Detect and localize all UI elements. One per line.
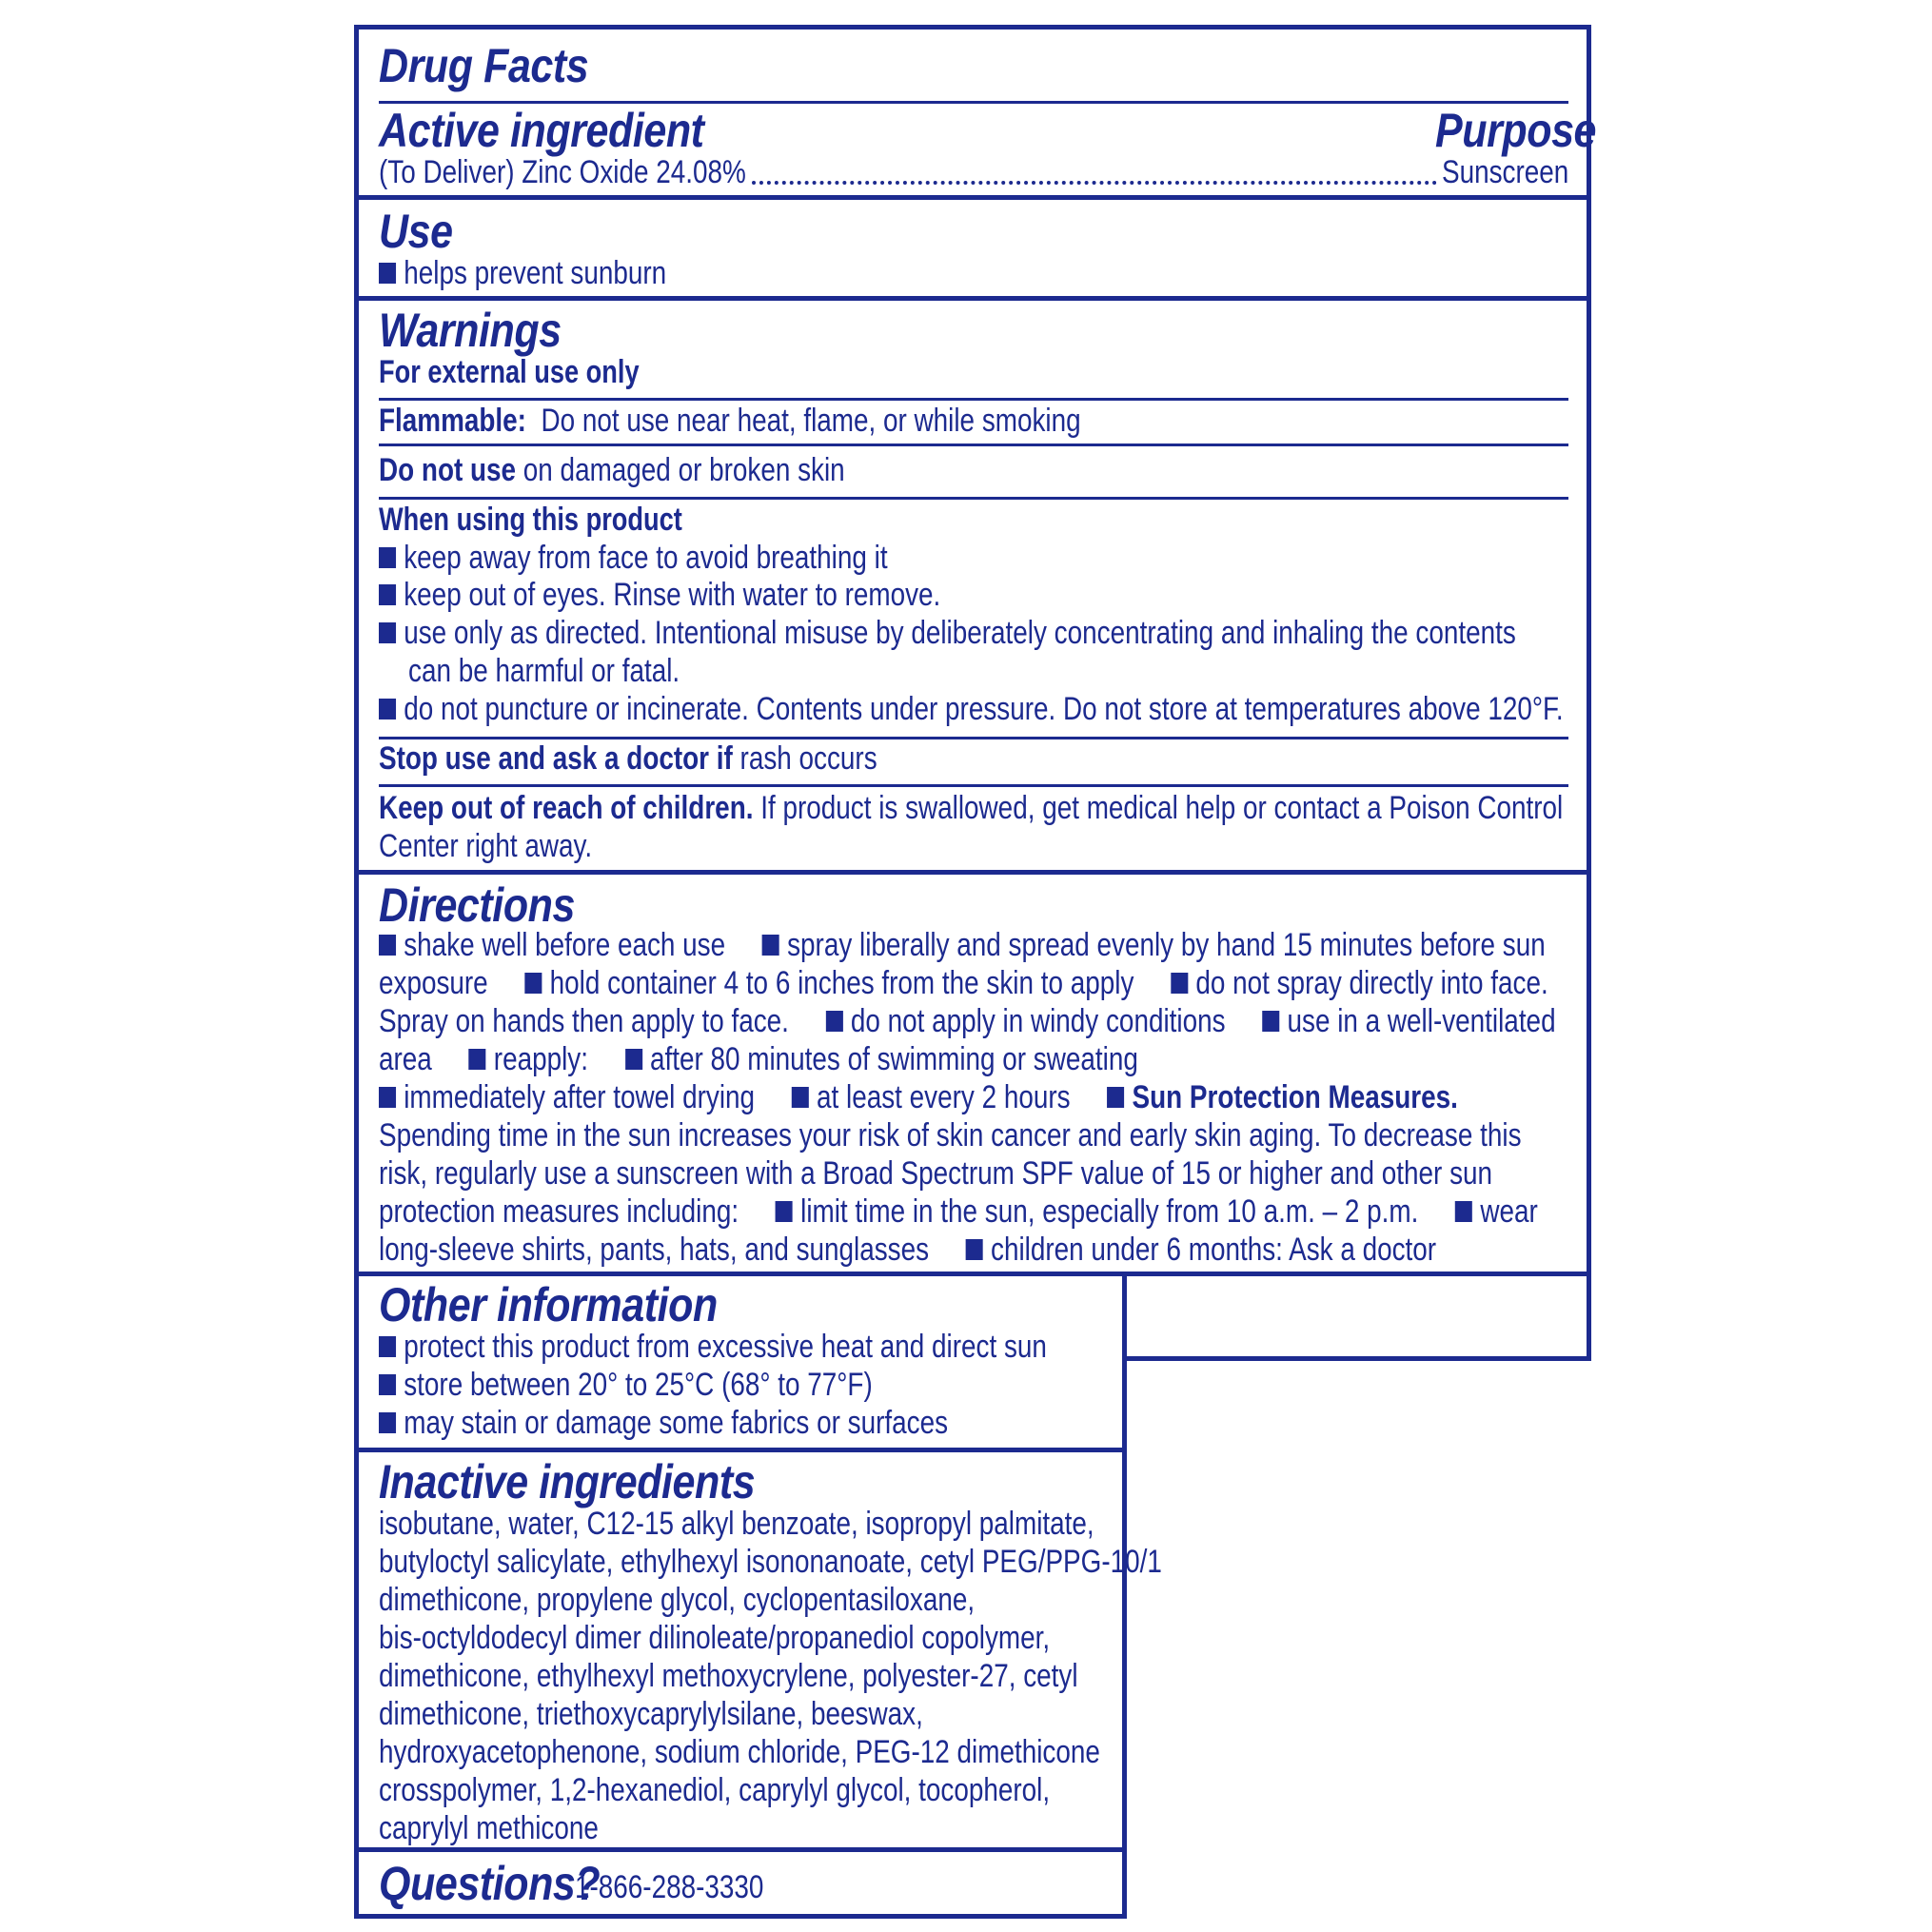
bullet-square (792, 1087, 809, 1108)
other-item: store between 20° to 25°C (68° to 77°F) (379, 1369, 873, 1401)
when-using-heading: When using this product (379, 502, 682, 538)
bullet-square (379, 1412, 396, 1433)
sun-protection-line-4: long-sleeve shirts, pants, hats, and sunglasses children under 6 months: Ask a doctor (379, 1232, 1437, 1268)
questions-phone: 1-866-288-3330 (575, 1869, 764, 1905)
warnings-heading: Warnings (379, 304, 562, 357)
when-using-item-cont: can be harmful or fatal. (408, 653, 680, 689)
other-item: protect this product from excessive heat and direct sun (379, 1331, 1047, 1363)
bullet-square (625, 1049, 642, 1070)
section-divider-use (354, 296, 1591, 301)
purpose-value: Sunscreen (1442, 154, 1569, 190)
questions-heading: Questions? (379, 1857, 601, 1910)
warnings-rule-4 (379, 737, 1568, 739)
keep-out-line-cont: Center right away. (379, 828, 593, 864)
bullet-square (1262, 1011, 1279, 1032)
when-using-item: keep away from face to avoid breathing it (379, 542, 888, 574)
bullet-square (379, 1336, 396, 1357)
page-title: Drug Facts (379, 39, 589, 92)
leader-dots (752, 181, 1437, 185)
directions-line-5: immediately after towel drying at least every 2 hours Sun Protection Measures. (379, 1081, 1458, 1114)
directions-line-4: area reapply: after 80 minutes of swimming or sweating (379, 1041, 1138, 1077)
section-divider-warnings (354, 870, 1591, 875)
inactive-line: dimethicone, ethylhexyl methoxycrylene, polyester-27, cetyl (379, 1658, 1078, 1694)
warnings-rule-1 (379, 398, 1568, 401)
inactive-line: crosspolymer, 1,2-hexanediol, caprylyl glycol, tocopherol, (379, 1772, 1051, 1808)
bullet-square (379, 584, 396, 605)
sun-protection-line-1: Spending time in the sun increases your risk of skin cancer and early skin aging. To decrease this (379, 1117, 1522, 1153)
bullet-square (1455, 1201, 1472, 1222)
inactive-line: hydroxyacetophenone, sodium chloride, PEG-12 dimethicone (379, 1734, 1100, 1770)
inactive-line: isobutane, water, C12-15 alkyl benzoate, isopropyl palmitate, (379, 1506, 1094, 1542)
warnings-rule-2 (379, 444, 1568, 446)
stop-use-line: Stop use and ask a doctor if rash occurs (379, 740, 877, 777)
keep-out-line: Keep out of reach of children. If product is swallowed, get medical help or contact a Poison Control (379, 790, 1564, 826)
directions-line-1: shake well before each use spray liberally and spread evenly by hand 15 minutes before sun (379, 929, 1546, 961)
section-divider-inactive (354, 1847, 1127, 1852)
inactive-line: dimethicone, triethoxycaprylylsilane, beeswax, (379, 1696, 923, 1732)
external-use: For external use only (379, 354, 640, 390)
bullet-square (826, 1011, 843, 1032)
bullet-square (469, 1049, 486, 1070)
bullet-square (379, 1087, 396, 1108)
when-using-item: do not puncture or incinerate. Contents under pressure. Do not store at temperatures above 120°F. (379, 693, 1564, 725)
do-not-use-line: Do not use on damaged or broken skin (379, 452, 845, 488)
bullet-square (1171, 973, 1188, 994)
bullet-square (762, 935, 779, 956)
inactive-line: butyloctyl salicylate, ethylhexyl isononanoate, cetyl PEG/PPG-10/1 (379, 1544, 1162, 1580)
use-heading: Use (379, 205, 453, 258)
when-using-item: use only as directed. Intentional misuse by deliberately concentrating and inhaling the contents (379, 617, 1516, 649)
inactive-line: dimethicone, propylene glycol, cyclopentasiloxane, (379, 1582, 976, 1618)
section-divider-active (354, 195, 1591, 200)
directions-heading: Directions (379, 878, 575, 932)
bullet-square (966, 1239, 983, 1260)
bullet-square (776, 1201, 793, 1222)
bullet-square (379, 935, 396, 956)
inactive-ingredients-heading: Inactive ingredients (379, 1455, 756, 1508)
bullet-square (1107, 1087, 1124, 1108)
sun-protection-line-2: risk, regularly use a sunscreen with a Broad Spectrum SPF value of 15 or higher and other sun (379, 1155, 1493, 1192)
use-item: helps prevent sunburn (379, 257, 666, 289)
active-ingredient: (To Deliver) Zinc Oxide 24.08% (379, 154, 746, 190)
purpose-heading: Purpose (1435, 104, 1597, 157)
bullet-square (379, 547, 396, 568)
bullet-square (379, 1374, 396, 1395)
flammable-line: Flammable: Do not use near heat, flame, or while smoking (379, 403, 1081, 439)
inactive-line: bis-octyldodecyl dimer dilinoleate/propanediol copolymer, (379, 1620, 1051, 1656)
section-divider-other (354, 1448, 1127, 1452)
sun-protection-line-3: protection measures including: limit time in the sun, especially from 10 a.m. – 2 p.m. wear (379, 1193, 1538, 1230)
when-using-item: keep out of eyes. Rinse with water to remove. (379, 579, 940, 611)
active-ingredient-heading: Active ingredient (379, 104, 704, 157)
bullet-square (379, 263, 396, 284)
bullet-square (379, 699, 396, 720)
warnings-rule-3 (379, 497, 1568, 500)
bullet-square (379, 622, 396, 643)
section-divider-directions (354, 1272, 1591, 1276)
other-information-heading: Other information (379, 1278, 718, 1331)
other-item: may stain or damage some fabrics or surfaces (379, 1407, 948, 1439)
bullet-square (524, 973, 542, 994)
directions-line-2: exposure hold container 4 to 6 inches from the skin to apply do not spray directly into face. (379, 965, 1548, 1001)
inactive-line: caprylyl methicone (379, 1810, 599, 1846)
warnings-rule-5 (379, 784, 1568, 787)
directions-line-3: Spray on hands then apply to face. do not apply in windy conditions use in a well-ventilated (379, 1003, 1556, 1039)
